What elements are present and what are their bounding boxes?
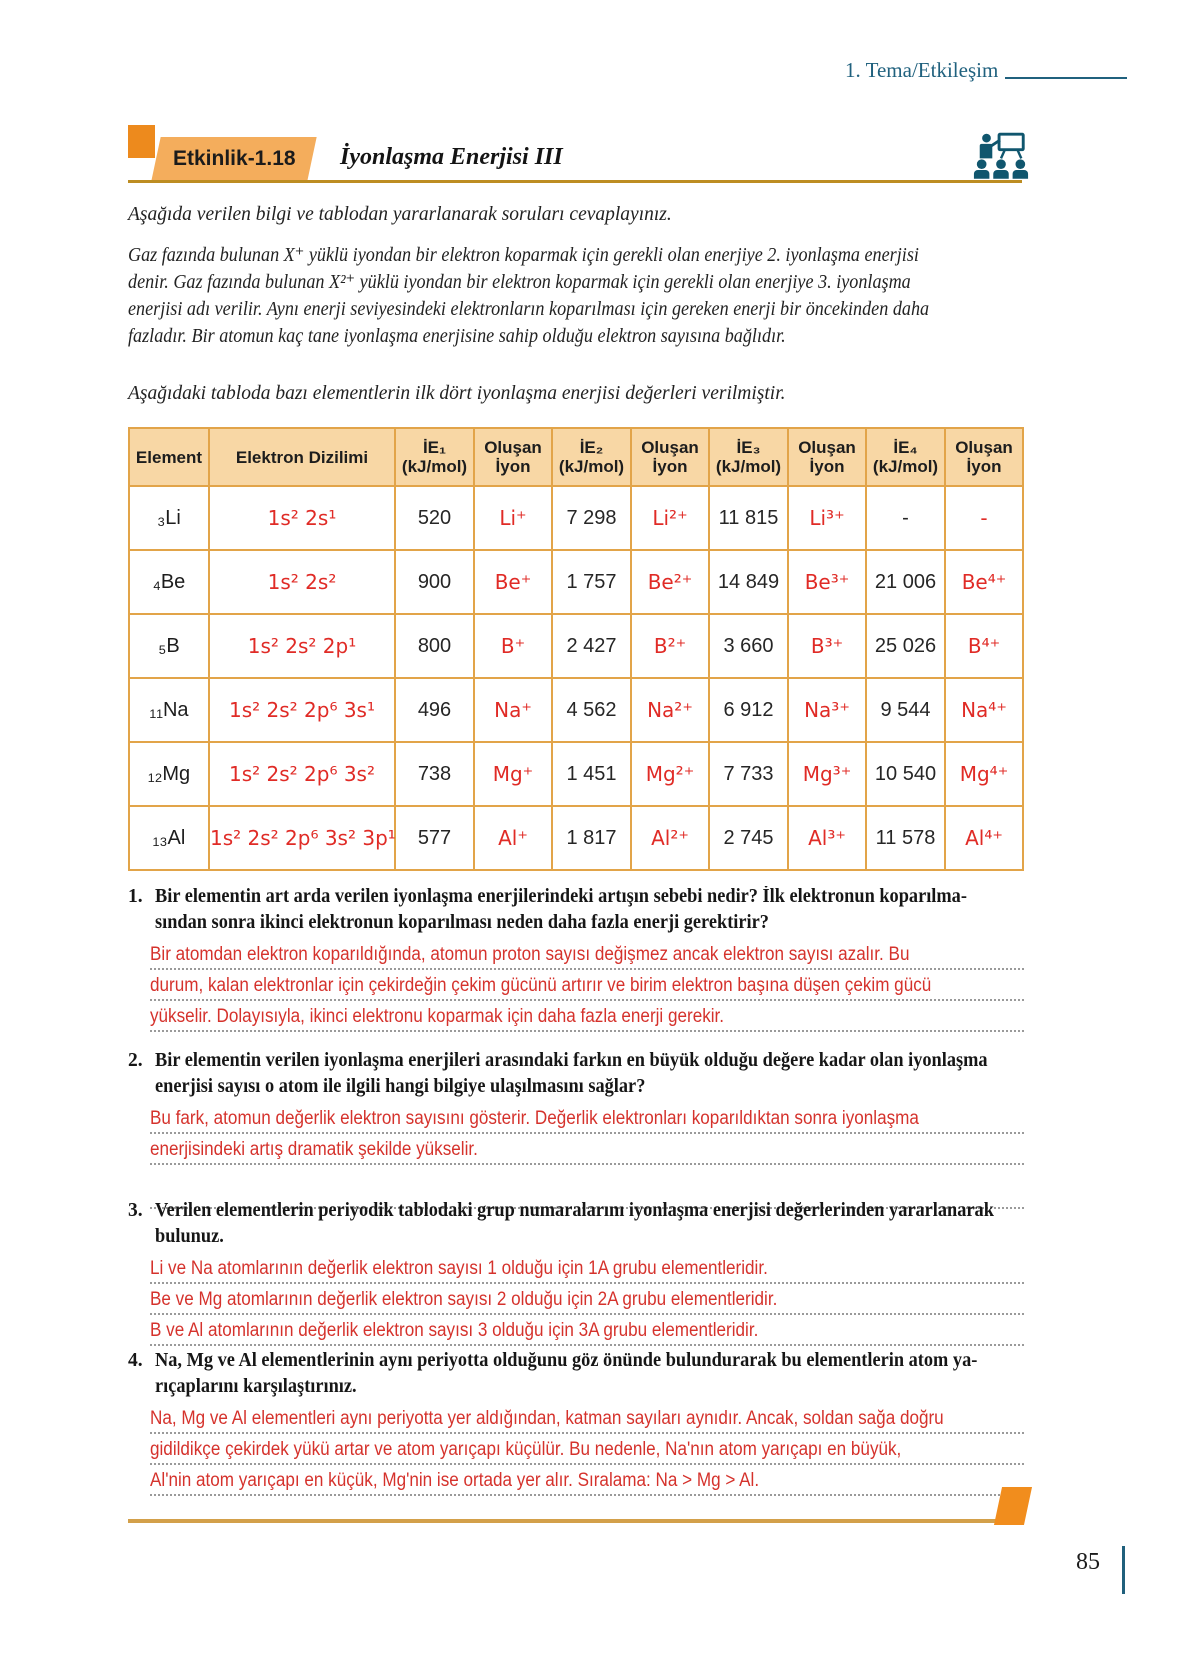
config-cell[interactable]: 1s² 2s² 2p⁶ 3s¹ [209,678,395,742]
table-row-al [129,806,1023,870]
ie2-cell: 1 757 [552,550,631,614]
element-atomic-number: ₄ [152,570,161,593]
orange-square-decoration [128,125,155,158]
header-text: Oluşan [641,438,699,457]
question-text-line [155,1374,1024,1400]
ie4-cell: 10 540 [866,742,945,806]
header-unit: İyon [652,457,688,476]
header-ie2 [552,428,631,486]
section-header [845,58,1127,83]
question-text: enerjisi sayısı o atom ile ilgili hangi bilgiye ulaşılmasını sağlar? [155,1076,646,1097]
ion3-cell[interactable]: Be³⁺ [788,550,866,614]
config-cell[interactable]: 1s² 2s² [209,550,395,614]
header-ion1 [474,428,552,486]
question-text-line [155,1074,1024,1100]
ion1-cell[interactable]: Li⁺ [474,486,552,550]
ie1-cell: 900 [395,550,474,614]
question-text: Verilen elementlerin periyodik tablodaki grup numaralarını iyonlaşma enerjisi değerlerinden yararlanarak [155,1200,994,1221]
element-atomic-number: ₅ [158,634,167,657]
answer-line[interactable] [150,1256,1024,1284]
answer-line[interactable] [150,1318,1024,1346]
ion3-cell[interactable]: Al³⁺ [788,806,866,870]
answer-text: gidildikçe çekirdek yükü artar ve atom yarıçapı küçülür. Bu nedenle, Na'nın atom yarıçapı en büyük, [150,1439,902,1460]
element-cell [129,614,209,678]
question-text-line [155,910,1024,936]
question-text-line [155,1048,1024,1074]
info-line [128,323,1028,350]
ion1-cell[interactable]: Na⁺ [474,678,552,742]
element-symbol: Mg [162,762,191,785]
answer-area [150,1406,1024,1496]
ion2-cell[interactable]: Be²⁺ [631,550,709,614]
config-cell[interactable]: 1s² 2s² 2p¹ [209,614,395,678]
question-text: Bir elementin art arda verilen iyonlaşma enerjilerindeki artışın sebebi nedir? İlk elektronun koparılma- [155,886,967,907]
element-symbol: B [166,634,180,657]
ion3-cell[interactable]: Na³⁺ [788,678,866,742]
answer-text: Na, Mg ve Al elementleri aynı periyotta yer aldığından, katman sayıları aynıdır. Ancak, soldan sağa doğru [150,1408,944,1429]
info-line [128,242,1028,269]
element-cell [129,550,209,614]
question-2 [128,1048,1024,1212]
header-unit: İyon [966,457,1002,476]
answer-area [150,1256,1024,1346]
header-element [129,428,209,486]
ie2-cell: 2 427 [552,614,631,678]
ion1-cell[interactable]: B⁺ [474,614,552,678]
question-1 [128,884,1024,1035]
section-title: 1. Tema/Etkileşim [845,58,999,82]
question-text: sından sonra ikinci elektronun koparılması neden daha fazla enerji gerektirir? [155,912,769,933]
info-paragraph [128,242,1028,350]
answer-line[interactable] [150,1468,1024,1496]
question-text: Na, Mg ve Al elementlerinin aynı periyotta olduğunu göz önünde bulundurarak bu elementlerin atom ya- [155,1350,978,1371]
question-number: 2. [128,1050,143,1071]
ie2-cell: 1 817 [552,806,631,870]
answer-text: durum, kalan elektronlar için çekirdeğin çekim gücünü artırır ve birim elektron başına düşen çekim gücü [150,975,932,996]
header-unit: (kJ/mol) [558,457,625,476]
answer-text: Bir atomdan elektron koparıldığında, atomun proton sayısı değişmez ancak elektron sayısı azalır. Bu [150,944,910,965]
ie1-cell: 577 [395,806,474,870]
table-row-na [129,678,1023,742]
answer-text: Bu fark, atomun değerlik elektron sayısını gösterir. Değerlik elektronları koparıldıktan sonra iyonlaşma [150,1108,919,1129]
answer-text: B ve Al atomlarının değerlik elektron sayısı 3 olduğu için 3A grubu elementleridir. [150,1320,759,1341]
info-line-text: Gaz fazında bulunan X⁺ yüklü iyondan bir elektron koparmak için gerekli olan enerjiye 2. iyonlaşma enerjisi [128,245,919,266]
header-text: Oluşan [955,438,1013,457]
header-ion3 [788,428,866,486]
ie3-cell: 3 660 [709,614,788,678]
element-atomic-number: ₃ [157,506,166,529]
answer-line[interactable] [150,1406,1024,1434]
ion4-cell[interactable]: Mg⁴⁺ [945,742,1023,806]
activity-title: İyonlaşma Enerjisi III [340,144,563,170]
header-text: İE₄ [893,438,918,457]
banner-rule [128,180,1022,183]
question-text-line [155,1348,1024,1374]
ion4-cell[interactable]: - [945,486,1023,550]
table-row-be [129,550,1023,614]
ie1-cell: 520 [395,486,474,550]
table-header-row [129,428,1023,486]
answer-line[interactable] [150,1106,1024,1134]
element-atomic-number: ₁₃ [152,826,168,849]
config-cell[interactable]: 1s² 2s² 2p⁶ 3s² 3p¹ [209,806,395,870]
ionization-energy-table [128,427,1024,871]
ie4-cell: 25 026 [866,614,945,678]
ie1-cell: 800 [395,614,474,678]
header-text: Elektron Dizilimi [235,447,369,467]
activity-label-text: Etkinlik-1.18 [172,147,296,170]
element-symbol: Al [167,826,186,849]
element-cell [129,678,209,742]
info-line-text: enerjisi adı verilir. Aynı enerji seviyesindeki elektronların koparılması için gereken enerji bir öncekinden daha [128,299,930,320]
footer-rule [128,1519,1006,1523]
info-line-text: denir. Gaz fazında bulunan X²⁺ yüklü iyondan bir elektron koparmak için gerekli olan enerjiye 3. iyonlaşma [128,272,911,293]
table-row-li [129,486,1023,550]
element-cell [129,806,209,870]
answer-line[interactable] [150,973,1024,1001]
element-atomic-number: ₁₂ [147,762,163,785]
element-symbol: Li [165,506,181,529]
element-cell [129,742,209,806]
ion4-cell[interactable]: Be⁴⁺ [945,550,1023,614]
question-text: Bir elementin verilen iyonlaşma enerjileri arasındaki farkın en büyük olduğu değere kadar olan iyonlaşma [155,1050,988,1071]
ie4-cell: 11 578 [866,806,945,870]
table-row-mg [129,742,1023,806]
answer-area [150,1106,1024,1209]
ie3-cell: 7 733 [709,742,788,806]
header-text: Element [135,447,203,467]
ion2-cell[interactable]: B²⁺ [631,614,709,678]
ion2-cell[interactable]: Al²⁺ [631,806,709,870]
ion4-cell[interactable]: B⁴⁺ [945,614,1023,678]
ie4-cell: - [866,486,945,550]
answer-text: yükselir. Dolayısıyla, ikinci elektronu koparmak için daha fazla enerji gerekir. [150,1006,725,1027]
header-text: İE₁ [422,438,447,457]
ie3-cell: 11 815 [709,486,788,550]
header-unit: (kJ/mol) [401,457,468,476]
header-ion4 [945,428,1023,486]
ion2-cell[interactable]: Na²⁺ [631,678,709,742]
header-config [209,428,395,486]
section-underline [1005,77,1127,79]
answer-line[interactable] [150,1437,1024,1465]
answer-text: Al'nin atom yarıçapı en küçük, Mg'nin ise ortada yer alır. Sıralama: Na > Mg > Al. [150,1470,760,1491]
ion4-cell[interactable]: Na⁴⁺ [945,678,1023,742]
info-line-text: fazladır. Bir atomun kaç tane iyonlaşma enerjisine sahip olduğu elektron sayısına bağlıdır. [128,326,786,347]
ion1-cell[interactable]: Be⁺ [474,550,552,614]
answer-text: Be ve Mg atomlarının değerlik elektron sayısı 2 olduğu için 2A grubu elementleridir. [150,1289,778,1310]
ie3-cell: 2 745 [709,806,788,870]
answer-line[interactable] [150,1004,1024,1032]
header-unit: (kJ/mol) [872,457,939,476]
ie2-cell: 4 562 [552,678,631,742]
question-text: bulunuz. [155,1226,224,1247]
ion4-cell[interactable]: Al⁴⁺ [945,806,1023,870]
header-ie3 [709,428,788,486]
info-line [128,269,1028,296]
ion3-cell[interactable]: B³⁺ [788,614,866,678]
ie2-cell: 1 451 [552,742,631,806]
header-unit: (kJ/mol) [715,457,782,476]
table-row-b [129,614,1023,678]
ie4-cell: 9 544 [866,678,945,742]
presentation-icon [972,132,1030,179]
ie3-cell: 6 912 [709,678,788,742]
header-unit: İyon [809,457,845,476]
question-number: 1. [128,886,143,907]
answer-text: Li ve Na atomlarının değerlik elektron sayısı 1 olduğu için 1A grubu elementleridir. [150,1258,768,1279]
question-text-line [155,1198,1024,1224]
ie4-cell: 21 006 [866,550,945,614]
ion2-cell[interactable]: Mg²⁺ [631,742,709,806]
question-4 [128,1348,1024,1499]
answer-line[interactable] [150,1137,1024,1165]
element-cell [129,486,209,550]
ion3-cell[interactable]: Li³⁺ [788,486,866,550]
header-unit: İyon [495,457,531,476]
question-text-line [155,1224,1024,1250]
question-text-line [155,884,1024,910]
answer-area [150,942,1024,1032]
activity-label [151,137,316,181]
question-number: 4. [128,1350,143,1371]
ie1-cell: 496 [395,678,474,742]
element-atomic-number: ₁₁ [149,698,163,721]
header-ion2 [631,428,709,486]
config-cell[interactable]: 1s² 2s² 2p⁶ 3s² [209,742,395,806]
answer-line[interactable] [150,942,1024,970]
answer-text: enerjisindeki artış dramatik şekilde yükselir. [150,1139,478,1160]
page-number: 85 [1076,1549,1100,1575]
element-symbol: Be [160,570,186,593]
header-text: Oluşan [484,438,542,457]
intro-instruction: Aşağıda verilen bilgi ve tablodan yararlanarak soruları cevaplayınız. [128,204,672,225]
header-text: Oluşan [798,438,856,457]
question-number: 3. [128,1200,143,1221]
header-text: İE₃ [736,438,761,457]
element-symbol: Na [162,698,189,721]
ion1-cell[interactable]: Mg⁺ [474,742,552,806]
info-line [128,296,1028,323]
header-ie1 [395,428,474,486]
ie3-cell: 14 849 [709,550,788,614]
ie1-cell: 738 [395,742,474,806]
table-caption: Aşağıdaki tabloda bazı elementlerin ilk dört iyonlaşma enerjisi değerleri verilmiştir. [128,383,786,404]
ion2-cell[interactable]: Li²⁺ [631,486,709,550]
answer-line[interactable] [150,1287,1024,1315]
question-3 [128,1198,1024,1349]
ion1-cell[interactable]: Al⁺ [474,806,552,870]
config-cell[interactable]: 1s² 2s¹ [209,486,395,550]
header-ie4 [866,428,945,486]
ie2-cell: 7 298 [552,486,631,550]
header-text: İE₂ [579,438,604,457]
ion3-cell[interactable]: Mg³⁺ [788,742,866,806]
page-number-bar [1122,1546,1125,1594]
question-text: rıçaplarını karşılaştırınız. [155,1376,357,1397]
footer-orange-parallelogram [994,1487,1032,1525]
